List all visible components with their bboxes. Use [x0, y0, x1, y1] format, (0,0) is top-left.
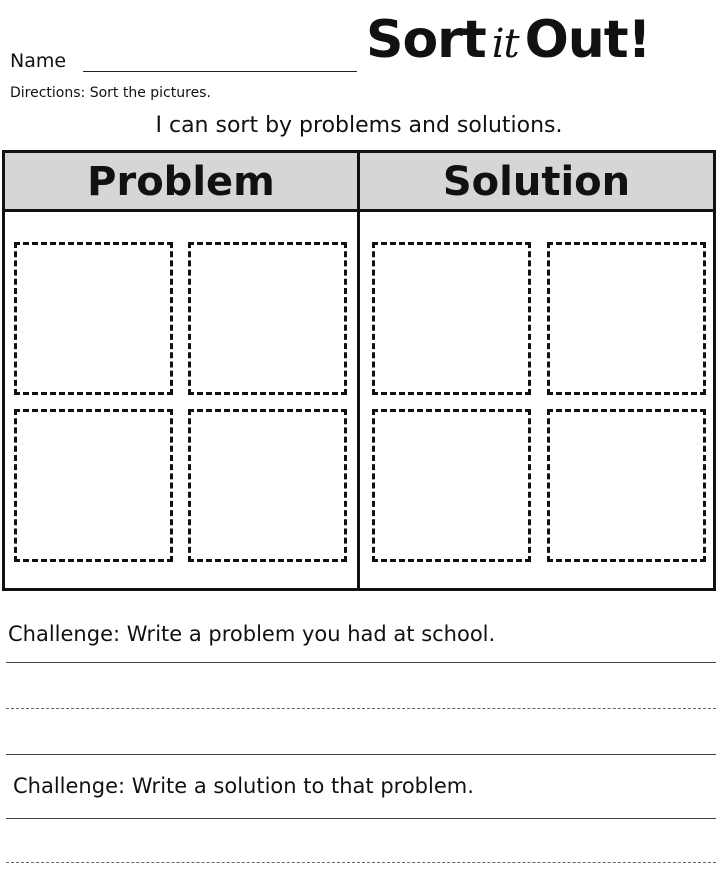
problem-drop-box-1[interactable] — [14, 242, 173, 395]
solution-drop-box-2[interactable] — [547, 242, 706, 395]
challenge-problem-text: Challenge: Write a problem you had at school. — [8, 622, 496, 646]
solution-header: Solution — [360, 153, 713, 212]
problem-drop-box-2[interactable] — [188, 242, 347, 395]
problem-header: Problem — [5, 153, 357, 212]
name-label: Name — [10, 50, 67, 72]
challenge-solution-text: Challenge: Write a solution to that problem. — [13, 774, 474, 798]
writing-line-top[interactable] — [6, 818, 716, 819]
worksheet-header — [0, 0, 718, 150]
sort-table — [2, 150, 716, 591]
objective-statement: I can sort by problems and solutions. — [155, 113, 563, 138]
solution-drop-box-3[interactable] — [372, 409, 531, 562]
title-it: it — [491, 21, 519, 67]
writing-line-top[interactable] — [6, 662, 716, 663]
problem-drop-box-4[interactable] — [188, 409, 347, 562]
name-field-line[interactable] — [83, 71, 357, 72]
problem-column — [5, 153, 360, 588]
solution-drop-box-1[interactable] — [372, 242, 531, 395]
writing-line-middle[interactable] — [6, 862, 716, 863]
writing-line-middle[interactable] — [6, 708, 716, 709]
problem-drop-box-3[interactable] — [14, 409, 173, 562]
solution-drop-box-4[interactable] — [547, 409, 706, 562]
worksheet-title — [366, 10, 650, 70]
directions-text: Directions: Sort the pictures. — [10, 85, 211, 101]
solution-column — [360, 153, 713, 588]
title-out: Out! — [524, 10, 651, 70]
writing-line-bottom[interactable] — [6, 754, 716, 755]
title-sort: Sort — [366, 10, 486, 70]
